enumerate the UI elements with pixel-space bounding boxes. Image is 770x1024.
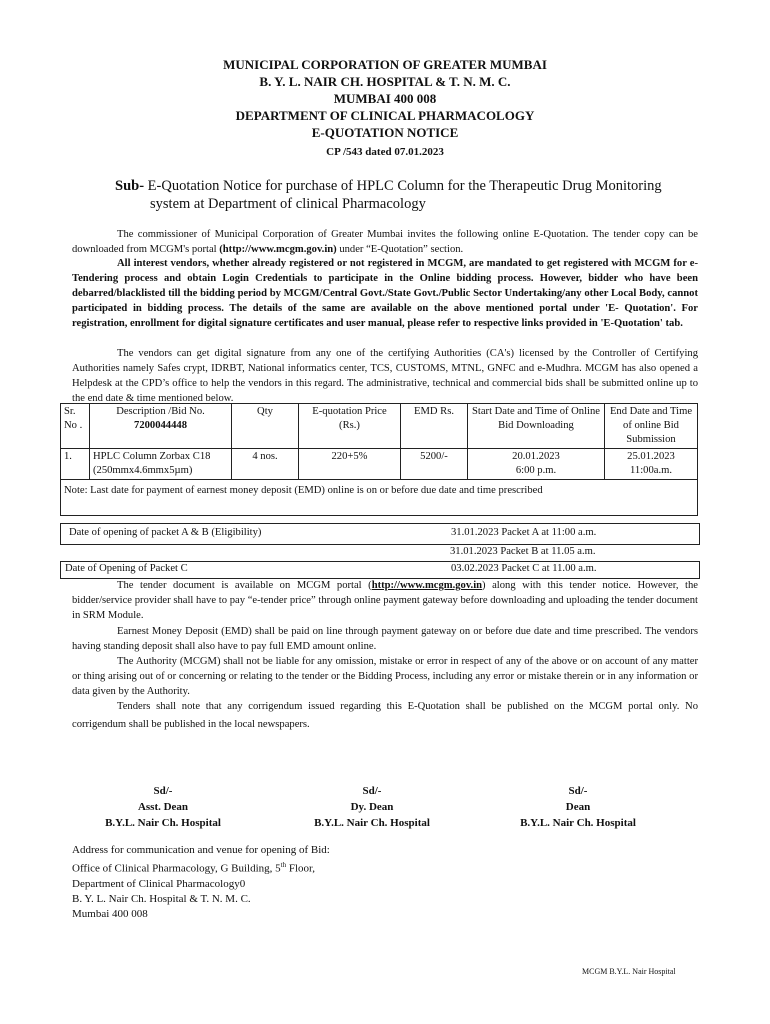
hospital-name: B. Y. L. NAIR CH. HOSPITAL & T. N. M. C. bbox=[259, 74, 511, 89]
row-price: 220+5% bbox=[299, 449, 401, 480]
tender-table bbox=[60, 403, 698, 516]
sig-sd: Sd/- bbox=[568, 785, 588, 797]
header-description-label: Description /Bid No. bbox=[116, 406, 205, 417]
reference-number: CP /543 dated 07.01.2023 bbox=[326, 146, 444, 158]
address-heading: Address for communication and venue for opening of Bid: bbox=[72, 844, 330, 856]
signature-dean bbox=[488, 783, 668, 831]
subject-label: Sub- bbox=[115, 178, 145, 194]
row-emd: 5200/- bbox=[401, 449, 468, 480]
header-qty: Qty bbox=[232, 404, 299, 449]
opening-ab-label: Date of opening of packet A & B (Eligibility) bbox=[69, 527, 262, 538]
header-price: E-quotation Price (Rs.) bbox=[299, 404, 401, 449]
portal-url[interactable]: (http://www.mcgm.gov.in) bbox=[219, 244, 337, 255]
header-end-date: End Date and Time of online Bid Submission bbox=[605, 404, 698, 449]
signature-asst-dean bbox=[73, 783, 253, 831]
sig-title: Dy. Dean bbox=[350, 801, 394, 813]
subject-text-1: E-Quotation Notice for purchase of HPLC Column for the Therapeutic Drug Monitoring bbox=[144, 178, 662, 194]
subject-line-2: system at Department of clinical Pharmacology bbox=[150, 196, 426, 212]
row-start-date: 20.01.2023 bbox=[512, 451, 560, 462]
row-sr: 1. bbox=[61, 449, 90, 480]
department-name: DEPARTMENT OF CLINICAL PHARMACOLOGY bbox=[235, 108, 535, 123]
sig-sd: Sd/- bbox=[153, 785, 173, 797]
sig-org: B.Y.L. Nair Ch. Hospital bbox=[105, 817, 221, 829]
notice-title: E-QUOTATION NOTICE bbox=[311, 125, 459, 140]
bid-number: 7200044448 bbox=[134, 420, 187, 431]
sig-title: Asst. Dean bbox=[137, 801, 189, 813]
row-end-date: 25.01.2023 bbox=[627, 451, 675, 462]
city-pin: MUMBAI 400 008 bbox=[333, 91, 437, 106]
row-description: HPLC Column Zorbax C18 (250mmx4.6mmx5µm) bbox=[90, 449, 232, 480]
address-block bbox=[72, 843, 330, 922]
address-line-2: Office of Clinical Pharmacology, G Building, 5th Floor, bbox=[72, 861, 316, 875]
sig-title: Dean bbox=[565, 801, 591, 813]
address-line-3: Department of Clinical Pharmacology0 bbox=[72, 877, 246, 890]
opening-b-value: 31.01.2023 Packet B at 11.05 a.m. bbox=[450, 546, 596, 557]
sig-org: B.Y.L. Nair Ch. Hospital bbox=[520, 817, 636, 829]
intro-text-end: under “E-Quotation” section. bbox=[336, 244, 464, 255]
table-row bbox=[61, 449, 698, 480]
liability-paragraph: The Authority (MCGM) shall not be liable for any omission, mistake or error in respect of any of the above or on account of any matter or thing arising out of or concerning or relating to the tender or the Bidding Process, including any error or mistake therein or in any information or data given by the Authority. bbox=[72, 656, 698, 697]
table-note-row bbox=[61, 480, 698, 516]
opening-c-value: 03.02.2023 Packet C at 11.00 a.m. bbox=[451, 563, 597, 574]
opening-c-box bbox=[60, 561, 700, 579]
table-header-row bbox=[61, 404, 698, 449]
registration-paragraph: All interest vendors, whether already registered or not registered in MCGM, are mandated to get registered with MCGM for e-Tendering process and obtain Login Credentials to participate in the Online bidding process. However, bidder who have been debarred/blacklisted till the bidding period by MCGM/Central Govt./State Govt./Public Sector Undertaking/any other Local Body, cannot participated in bidding process. The details of the same are available on the above mentioned portal under 'E- Quotation'. For registration, enrollment for digital signature certificates and user manual, please refer to respective links provided in 'E-Quotation' tab. bbox=[72, 258, 698, 329]
org-title: MUNICIPAL CORPORATION OF GREATER MUMBAI bbox=[223, 57, 547, 72]
tender-doc-text-end: ) along with this tender notice. However, the bidder/service provider shall have to pay “e-tender price” through online payment gateway before downloading and uploading the tender document in SRM Module. bbox=[72, 580, 698, 621]
row-qty: 4 nos. bbox=[232, 449, 299, 480]
intro-text: The commissioner of Municipal Corporation of Greater Mumbai invites the following online E-Quotation. The tender copy can be downloaded from MCGM's portal bbox=[72, 229, 698, 255]
digital-signature-paragraph: The vendors can get digital signature from any one of the certifying Authorities (CA's) licensed by the Controller of Certifying Authorities namely Safes crypt, IDRBT, National informatics center, TCS, CUSTOMS, MTNL, GNFC and e-Mudhra. MCGM has also opened a Helpdesk at the CPD’s office to help the vendors in this regard. The administrative, technical and commercial bids shall be submitted online up to the end date & time mentioned below. bbox=[72, 348, 698, 404]
opening-ab-box bbox=[60, 523, 700, 545]
row-end bbox=[605, 449, 698, 480]
sig-org: B.Y.L. Nair Ch. Hospital bbox=[314, 817, 430, 829]
address-line-5: Mumbai 400 008 bbox=[72, 907, 148, 920]
header-emd: EMD Rs. bbox=[401, 404, 468, 449]
emd-paragraph: Earnest Money Deposit (EMD) shall be paid on line through payment gateway on or before due date and time prescribed. The vendors having standing deposit shall also have to pay full EMD amount online. bbox=[72, 626, 698, 652]
row-start-time: 6:00 p.m. bbox=[515, 465, 557, 476]
tender-doc-text: The tender document is available on MCGM portal ( bbox=[117, 580, 372, 591]
opening-a-value: 31.01.2023 Packet A at 11:00 a.m. bbox=[451, 527, 597, 538]
tender-document-paragraph bbox=[72, 578, 698, 623]
address-line-4: B. Y. L. Nair Ch. Hospital & T. N. M. C. bbox=[72, 892, 251, 905]
header-start-date: Start Date and Time of Online Bid Downloading bbox=[468, 404, 605, 449]
header-sr-no: Sr. No . bbox=[61, 404, 90, 449]
signature-dy-dean bbox=[282, 783, 462, 831]
row-start bbox=[468, 449, 605, 480]
row-end-time: 11:00a.m. bbox=[630, 465, 672, 476]
emd-note: Note: Last date for payment of earnest money deposit (EMD) online is on or before due date and time prescribed bbox=[61, 480, 698, 516]
subject-line bbox=[115, 177, 715, 196]
header-description bbox=[90, 404, 232, 449]
page-footer: MCGM B.Y.L. Nair Hospital bbox=[582, 967, 676, 976]
opening-c-label: Date of Opening of Packet C bbox=[65, 563, 188, 574]
mcgm-portal-link[interactable]: http://www.mcgm.gov.in bbox=[371, 580, 483, 591]
corrigendum-paragraph: Tenders shall note that any corrigendum issued regarding this E-Quotation shall be published on the MCGM portal only. No corrigendum shall be published in the local newspapers. bbox=[72, 701, 698, 730]
intro-paragraph bbox=[72, 227, 698, 257]
sig-sd: Sd/- bbox=[362, 785, 382, 797]
